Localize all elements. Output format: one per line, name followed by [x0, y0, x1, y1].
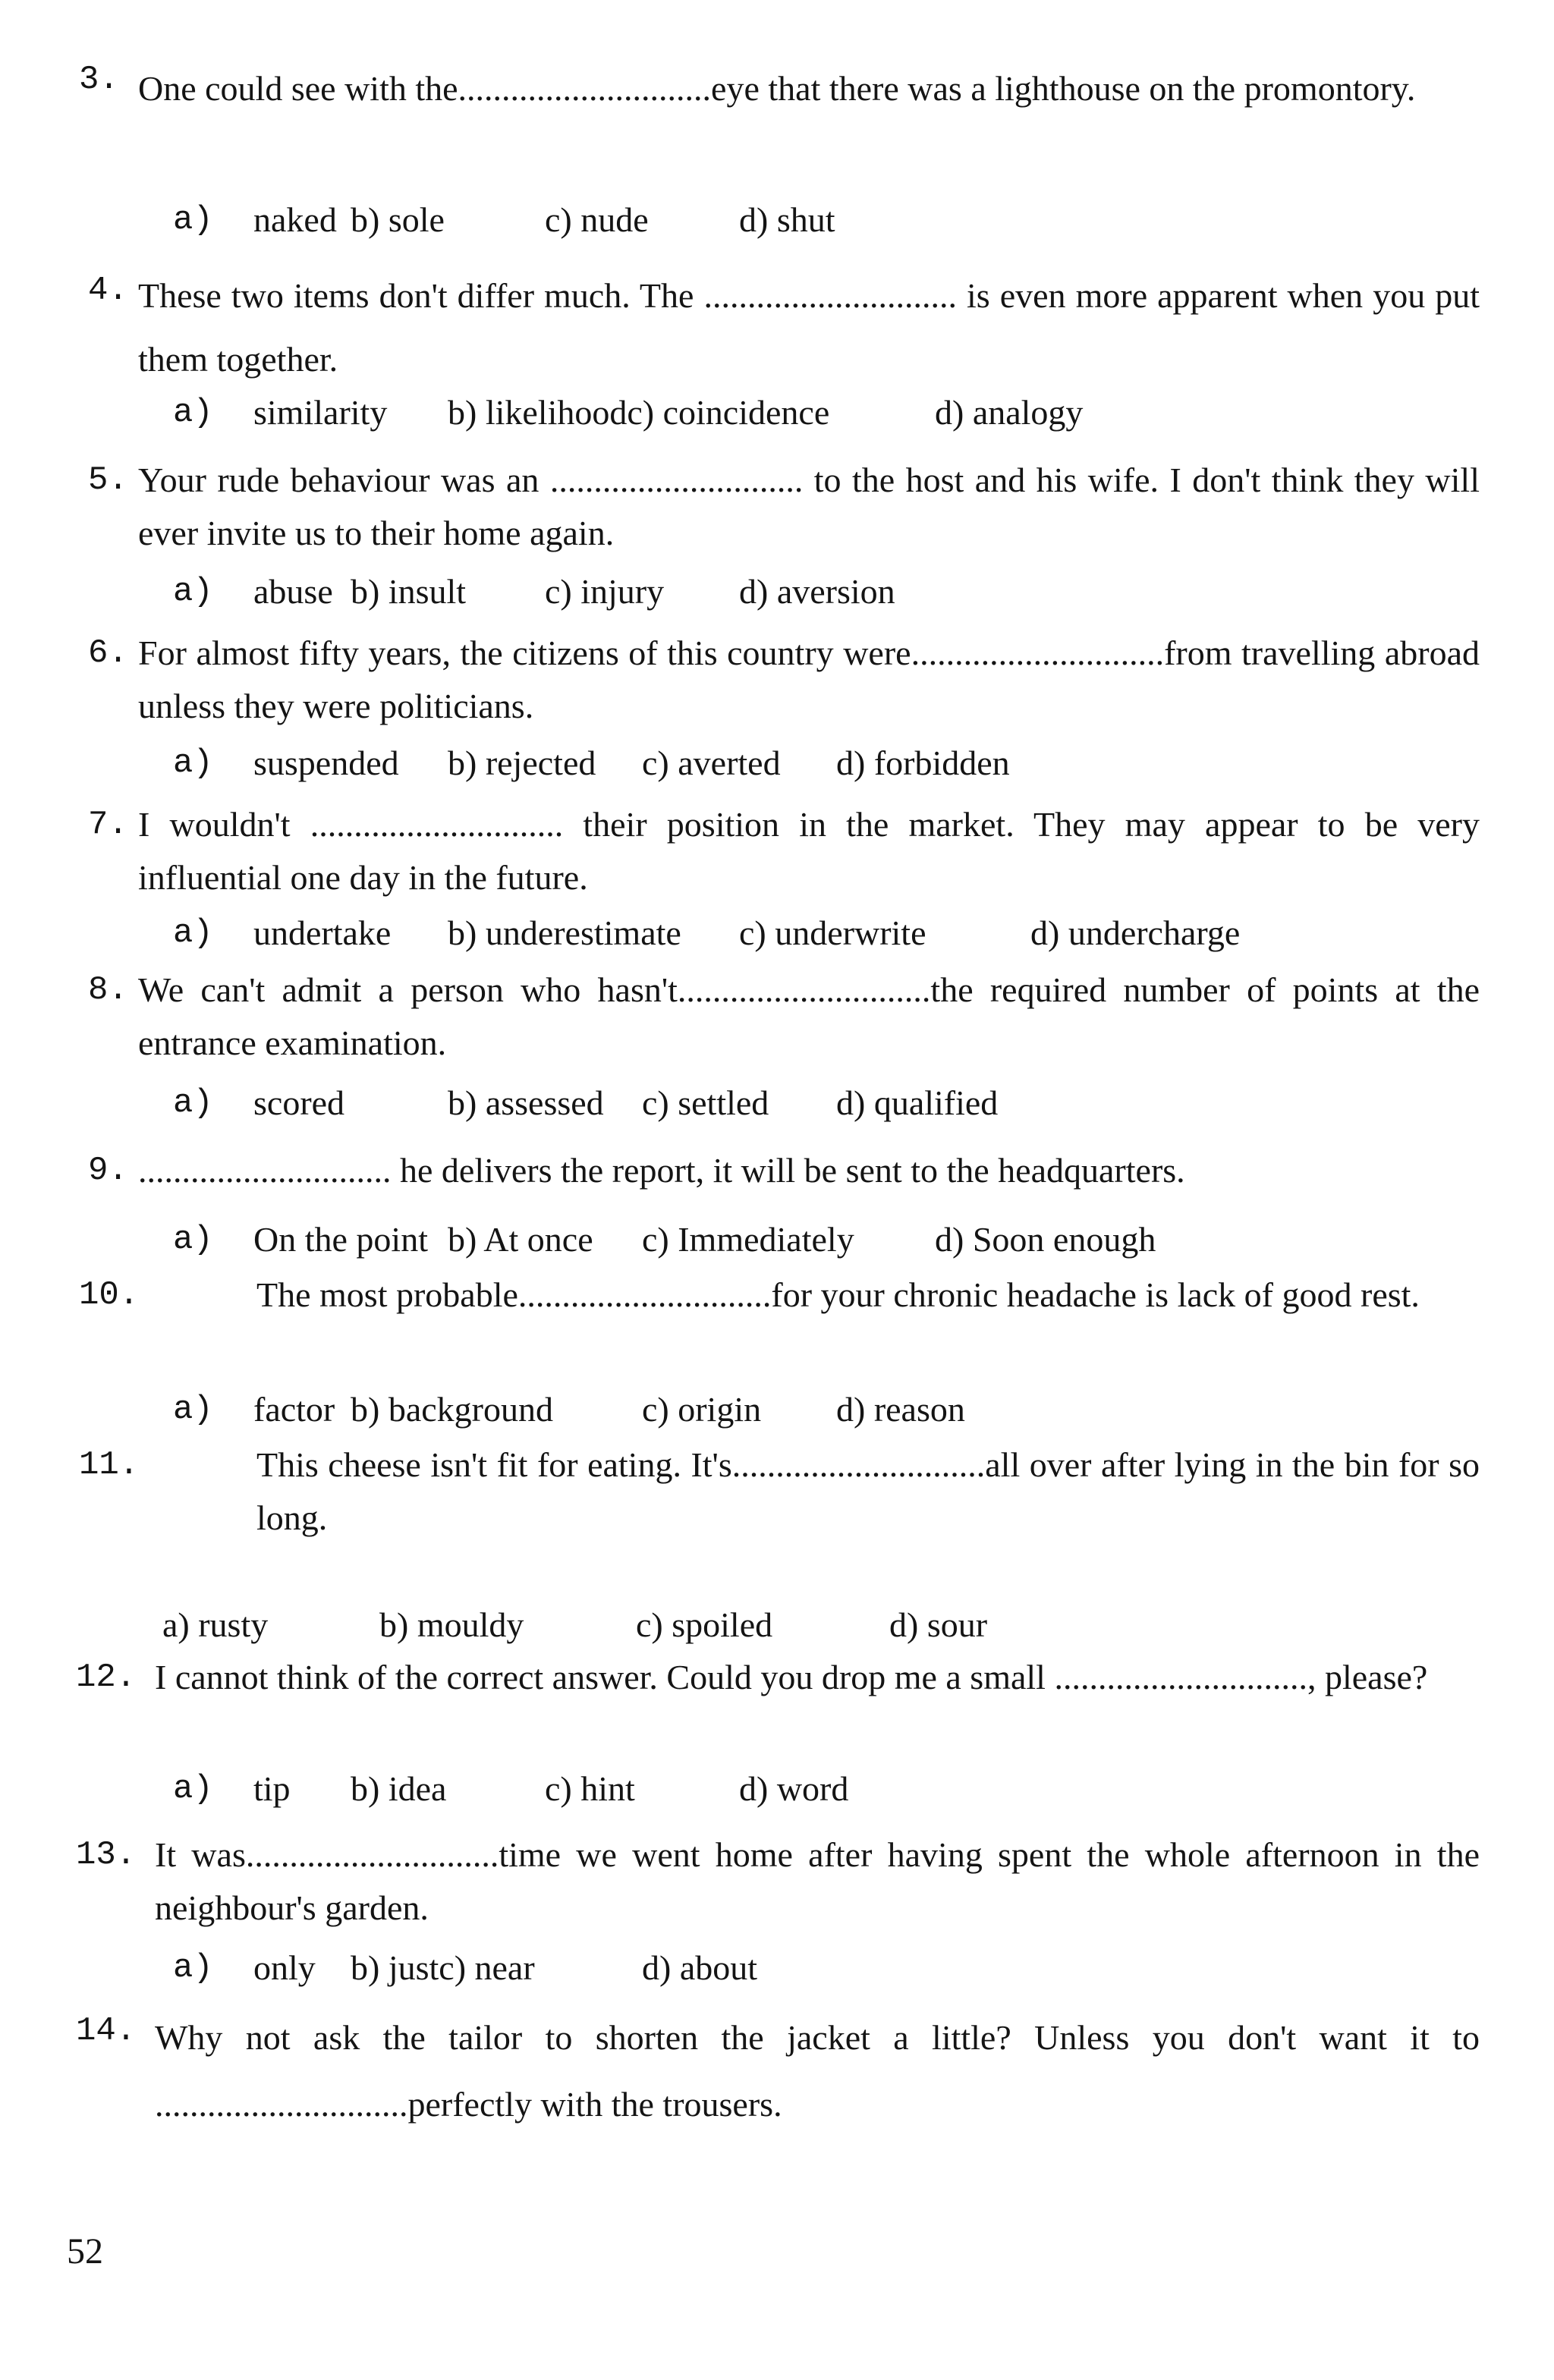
- option-b: b) mouldy: [379, 1605, 524, 1644]
- question-stem: Why not ask the tailor to shorten the jacket a little? Unless you don't want it to .............................perfectly with the trousers.: [155, 2018, 1480, 2124]
- question-4: [83, 264, 1480, 391]
- option-d: d) undercharge: [1030, 913, 1241, 952]
- question-10: [79, 1269, 1480, 1322]
- question-stem: Your rude behaviour was an ............................. to the host and his wife. I don't think they will ever invite us to their home again.: [138, 461, 1480, 552]
- options-row: [90, 912, 1304, 954]
- option-label: a): [173, 1770, 213, 1808]
- question-12: [76, 1651, 1480, 1704]
- option-d: d) sour: [889, 1605, 988, 1644]
- question-number: 6.: [88, 634, 128, 672]
- option-a: scored: [253, 1083, 345, 1122]
- option-c: c) injury: [545, 572, 665, 611]
- option-d: d) reason: [836, 1390, 965, 1429]
- question-stem-text: The most probable.............................for your chronic headache is lack of good rest.: [256, 1275, 1420, 1314]
- option-a: factor: [253, 1390, 335, 1429]
- question-stem: [83, 1438, 1480, 1545]
- question-stem: For almost fifty years, the citizens of this country were.............................from travelling abroad unless they were politicians.: [138, 634, 1480, 725]
- question-stem: I cannot think of the correct answer. Could you drop me a small ............................., please?: [155, 1658, 1428, 1696]
- question-6: [83, 627, 1480, 733]
- question-5: [83, 454, 1480, 560]
- options-row: [90, 1082, 1076, 1124]
- question-stem: ............................. he delivers the report, it will be sent to the headquarters.: [138, 1151, 1185, 1190]
- option-b: b) sole: [351, 200, 445, 239]
- question-stem: I wouldn't ............................. their position in the market. They may appear to be very influential one day in the future.: [138, 805, 1480, 897]
- option-b: b) At once: [448, 1220, 593, 1259]
- question-stem: These two items don't differ much. The ............................. is even more apparent when you put them together.: [138, 276, 1480, 379]
- option-c: c) Immediately: [642, 1220, 854, 1259]
- option-label: a): [173, 1391, 213, 1429]
- option-a: undertake: [253, 913, 392, 952]
- question-8: [83, 964, 1480, 1070]
- option-a: only: [253, 1948, 316, 1987]
- question-14: [76, 2004, 1480, 2138]
- question-7: [83, 798, 1480, 904]
- question-number: 9.: [88, 1152, 128, 1190]
- options-row: [90, 1604, 1076, 1646]
- question-stem: [83, 1269, 1480, 1322]
- question-number: 11.: [79, 1446, 140, 1484]
- question-3: [79, 53, 1480, 124]
- option-d: d) forbidden: [836, 744, 1010, 782]
- option-label: a): [173, 573, 213, 611]
- option-label: a): [173, 1084, 213, 1122]
- option-b: b) likelihoodc) coincidence: [448, 393, 830, 432]
- page-number: 52: [67, 2231, 103, 2272]
- question-11: [79, 1438, 1480, 1545]
- question-9: [83, 1144, 1480, 1197]
- option-b: b) assessed: [448, 1083, 604, 1122]
- option-b: b) background: [351, 1390, 553, 1429]
- question-number: 7.: [88, 806, 128, 844]
- option-b: b) rejected: [448, 744, 596, 782]
- option-c: c) origin: [642, 1390, 762, 1429]
- option-a: abuse: [253, 572, 333, 611]
- options-row: [90, 571, 1000, 613]
- options-row: [90, 1218, 1228, 1261]
- option-a: naked: [253, 200, 337, 239]
- question-number: 5.: [88, 461, 128, 499]
- option-a: On the point: [253, 1220, 428, 1259]
- options-row: [90, 391, 1152, 434]
- option-b: b) underestimate: [448, 913, 681, 952]
- option-d: d) aversion: [739, 572, 895, 611]
- option-c: c) nude: [545, 200, 649, 239]
- option-d: d) shut: [739, 200, 835, 239]
- options-row: [90, 199, 848, 241]
- option-label: a): [173, 1221, 213, 1259]
- question-number: 12.: [76, 1658, 137, 1696]
- option-label: a): [173, 1949, 213, 1987]
- option-a: suspended: [253, 744, 399, 782]
- option-label: a): [173, 914, 213, 952]
- option-label: a): [173, 201, 213, 239]
- question-number: 4.: [88, 272, 128, 310]
- option-d: d) word: [739, 1769, 849, 1808]
- option-c: c) averted: [642, 744, 781, 782]
- options-row: [90, 1947, 1000, 1989]
- options-row: [90, 742, 1076, 784]
- option-d: d) Soon enough: [935, 1220, 1156, 1259]
- question-number: 13.: [76, 1836, 137, 1874]
- option-label: a): [173, 394, 213, 432]
- question-number: 8.: [88, 971, 128, 1009]
- option-c: c) underwrite: [739, 913, 926, 952]
- question-stem-text: This cheese isn't fit for eating. It's.............................all over after lying in the bin for so long.: [256, 1445, 1480, 1537]
- question-number: 10.: [79, 1276, 140, 1314]
- option-b: b) idea: [351, 1769, 447, 1808]
- option-a: tip: [253, 1769, 291, 1808]
- option-c: c) spoiled: [636, 1605, 773, 1644]
- question-number: 3.: [79, 61, 119, 99]
- option-a: similarity: [253, 393, 388, 432]
- option-d: d) about: [642, 1948, 758, 1987]
- question-13: [76, 1828, 1480, 1935]
- option-a: a) rusty: [162, 1605, 269, 1644]
- question-stem: We can't admit a person who hasn't.............................the required number of points at the entrance examination.: [138, 970, 1480, 1062]
- question-stem: One could see with the.............................eye that there was a lighthouse on the promontory.: [138, 69, 1416, 108]
- options-row: [90, 1388, 1076, 1431]
- option-b: b) justc) near: [351, 1948, 535, 1987]
- option-label: a): [173, 744, 213, 782]
- question-stem: It was.............................time we went home after having spent the whole afternoon in the neighbour's garden.: [155, 1835, 1480, 1927]
- option-b: b) insult: [351, 572, 467, 611]
- option-c: c) settled: [642, 1083, 769, 1122]
- options-row: [90, 1768, 1000, 1810]
- question-number: 14.: [76, 2012, 137, 2050]
- option-d: d) qualified: [836, 1083, 999, 1122]
- option-d: d) analogy: [935, 393, 1084, 432]
- option-c: c) hint: [545, 1769, 635, 1808]
